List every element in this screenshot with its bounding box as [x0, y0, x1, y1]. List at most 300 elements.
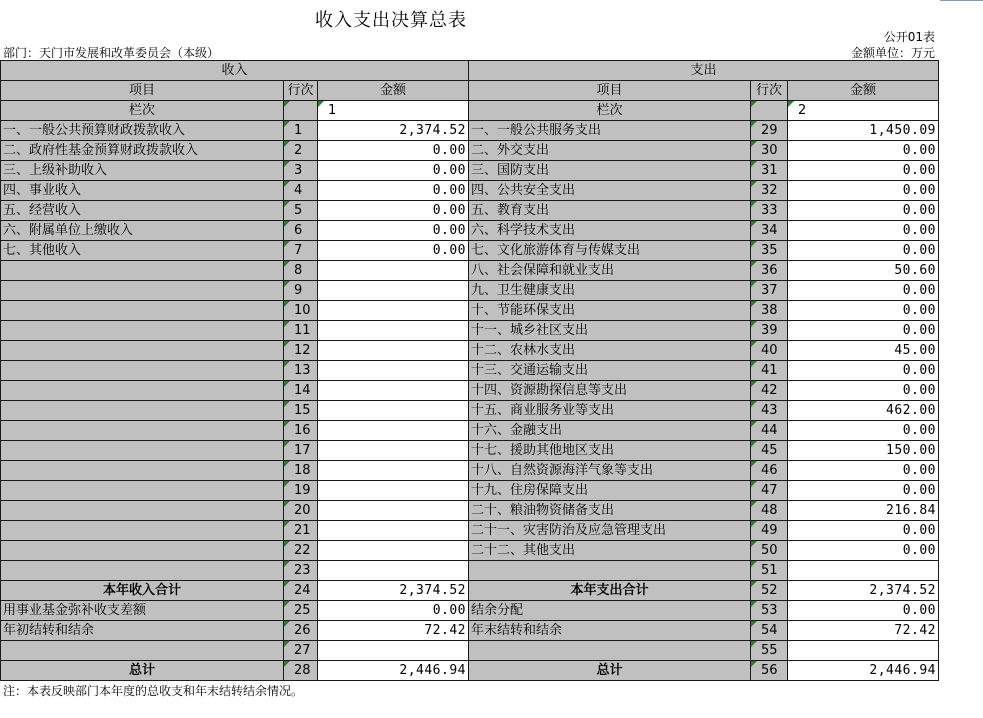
income-line-cell: [284, 661, 318, 681]
cell-marker: [284, 461, 290, 467]
income-line-cell-value: 17: [294, 443, 311, 458]
expense-item-cell: 结余分配: [469, 601, 751, 621]
income-line-cell-value: 12: [294, 343, 311, 358]
income-amount-cell: [318, 381, 469, 401]
income-item-cell: [1, 301, 284, 321]
expense-line-cell-value: 49: [761, 523, 778, 538]
income-line-cell: [284, 261, 318, 281]
expense-amount-cell: 0.00: [788, 141, 939, 161]
cell-marker: [751, 581, 757, 587]
expense-item-cell: 本年支出合计: [469, 581, 751, 601]
cell-marker: [751, 361, 757, 367]
footnote: 注：本表反映部门本年度的总收支和年末结转结余情况。: [3, 684, 304, 698]
income-line-cell: [284, 561, 318, 581]
income-amount-cell: [318, 321, 469, 341]
cell-marker: [751, 161, 757, 167]
income-item-cell: 四、事业收入: [1, 181, 284, 201]
cell-marker: [284, 541, 290, 547]
expense-col-blank: [751, 101, 788, 121]
expense-amount-cell: 0.00: [788, 241, 939, 261]
income-line-cell-value: 15: [294, 403, 311, 418]
section-header-row: [1, 61, 939, 81]
expense-item-cell: 十三、交通运输支出: [469, 361, 751, 381]
expense-line-cell-value: 46: [761, 463, 778, 478]
expense-line-cell: [751, 641, 788, 661]
cell-marker: [284, 301, 290, 307]
income-line-cell-value: 19: [294, 483, 311, 498]
table-row: [1, 341, 939, 361]
income-amount-cell: [318, 401, 469, 421]
cell-marker: [751, 421, 757, 427]
expense-line-cell: [751, 281, 788, 301]
table-row: [1, 481, 939, 501]
income-item-cell: [1, 401, 284, 421]
expense-item-cell: 七、文化旅游体育与传媒支出: [469, 241, 751, 261]
cell-marker: [284, 481, 290, 487]
income-item-cell: [1, 321, 284, 341]
expense-item-cell: [469, 641, 751, 661]
expense-line-cell: [751, 201, 788, 221]
expense-line-cell-value: 54: [761, 623, 778, 638]
expense-line-cell-value: 30: [761, 143, 778, 158]
income-line-cell-value: 1: [294, 123, 303, 138]
cell-marker: [284, 161, 290, 167]
expense-col-label: 栏次: [469, 101, 751, 121]
cell-marker: [751, 541, 757, 547]
expense-line-cell-value: 37: [761, 283, 778, 298]
cell-marker: [284, 601, 290, 607]
table-row: [1, 641, 939, 661]
income-col-index: [318, 101, 469, 121]
income-amount-header: 金额: [318, 81, 469, 101]
table-row: [1, 321, 939, 341]
expense-amount-cell: 0.00: [788, 361, 939, 381]
expense-amount-cell: 0.00: [788, 201, 939, 221]
income-line-cell-value: 14: [294, 383, 311, 398]
table-row: [1, 381, 939, 401]
expense-line-cell-value: 55: [761, 643, 778, 658]
income-line-cell-value: 10: [294, 303, 311, 318]
column-header-row: [1, 81, 939, 101]
expense-line-cell-value: 35: [761, 243, 778, 258]
expense-line-cell: [751, 321, 788, 341]
income-line-cell: [284, 321, 318, 341]
expense-line-cell: [751, 261, 788, 281]
income-amount-cell: 72.42: [318, 621, 469, 641]
expense-item-cell: 六、科学技术支出: [469, 221, 751, 241]
expense-item-cell: 九、卫生健康支出: [469, 281, 751, 301]
expense-amount-cell: 216.84: [788, 501, 939, 521]
income-col-label: 栏次: [1, 101, 284, 121]
department-label: 部门：天门市发展和改革委员会（本级）: [3, 46, 220, 60]
expense-amount-cell: 150.00: [788, 441, 939, 461]
income-item-cell: [1, 381, 284, 401]
table-row: [1, 541, 939, 561]
income-line-cell: [284, 581, 318, 601]
income-item-cell: [1, 541, 284, 561]
expense-amount-cell: 0.00: [788, 601, 939, 621]
expense-amount-cell: 72.42: [788, 621, 939, 641]
income-line-cell: [284, 481, 318, 501]
table-row: [1, 181, 939, 201]
expense-line-cell-value: 36: [761, 263, 778, 278]
income-item-cell: [1, 461, 284, 481]
expense-line-cell: [751, 521, 788, 541]
table-row: [1, 261, 939, 281]
expense-line-cell-value: 56: [761, 663, 778, 678]
cell-marker: [284, 401, 290, 407]
table-row: [1, 141, 939, 161]
expense-amount-cell: 0.00: [788, 281, 939, 301]
table-row: [1, 121, 939, 141]
expense-line-cell-value: 43: [761, 403, 778, 418]
expense-amount-cell: 50.60: [788, 261, 939, 281]
cell-marker: [284, 561, 290, 567]
income-line-cell-value: 21: [294, 523, 311, 538]
expense-amount-cell: 0.00: [788, 321, 939, 341]
income-line-cell: [284, 221, 318, 241]
expense-amount-cell: 1,450.09: [788, 121, 939, 141]
expense-line-cell: [751, 301, 788, 321]
income-line-cell: [284, 421, 318, 441]
cell-marker: [284, 621, 290, 627]
expense-line-cell-value: 51: [761, 563, 778, 578]
income-line-header: 行次: [284, 81, 318, 101]
cell-marker: [751, 521, 757, 527]
expense-line-cell-value: 42: [761, 383, 778, 398]
expense-item-cell: 五、教育支出: [469, 201, 751, 221]
income-item-cell: 年初结转和结余: [1, 621, 284, 641]
expense-line-cell: [751, 601, 788, 621]
income-line-cell-value: 11: [294, 323, 311, 338]
expense-line-cell: [751, 621, 788, 641]
income-amount-cell: [318, 461, 469, 481]
cell-marker: [751, 241, 757, 247]
expense-col-index-value: 2: [798, 103, 807, 118]
income-item-cell: 三、上级补助收入: [1, 161, 284, 181]
income-amount-cell: [318, 541, 469, 561]
table-row: [1, 661, 939, 681]
income-line-cell-value: 27: [294, 643, 311, 658]
income-line-cell-value: 8: [294, 263, 303, 278]
expense-line-cell: [751, 161, 788, 181]
income-item-cell: 总计: [1, 661, 284, 681]
expense-amount-cell: 2,374.52: [788, 581, 939, 601]
expense-line-cell-value: 52: [761, 583, 778, 598]
expense-line-cell-value: 53: [761, 603, 778, 618]
cell-marker: [751, 461, 757, 467]
form-number: 公开01表: [883, 30, 935, 44]
cell-marker: [751, 181, 757, 187]
expense-amount-cell: 0.00: [788, 181, 939, 201]
cell-marker: [751, 341, 757, 347]
expense-amount-cell: [788, 641, 939, 661]
expense-item-cell: 总计: [469, 661, 751, 681]
income-item-cell: [1, 521, 284, 541]
cell-marker: [751, 121, 757, 127]
table-row: [1, 361, 939, 381]
income-amount-cell: [318, 341, 469, 361]
expense-amount-cell: 0.00: [788, 481, 939, 501]
income-line-cell: [284, 401, 318, 421]
cell-marker: [284, 421, 290, 427]
cell-marker: [751, 101, 757, 107]
expense-amount-cell: 0.00: [788, 521, 939, 541]
expense-item-cell: 二十、粮油物资储备支出: [469, 501, 751, 521]
cell-marker: [788, 101, 794, 107]
table-row: [1, 521, 939, 541]
cell-marker: [751, 301, 757, 307]
table-row: [1, 421, 939, 441]
income-line-cell: [284, 621, 318, 641]
income-item-cell: 二、政府性基金预算财政拨款收入: [1, 141, 284, 161]
expense-line-cell-value: 44: [761, 423, 778, 438]
expense-line-cell: [751, 501, 788, 521]
income-item-cell: 用事业基金弥补收支差额: [1, 601, 284, 621]
expense-item-cell: 年末结转和结余: [469, 621, 751, 641]
cell-marker: [751, 141, 757, 147]
expense-line-cell: [751, 361, 788, 381]
table-row: [1, 561, 939, 581]
expense-line-cell: [751, 481, 788, 501]
expense-item-cell: 八、社会保障和就业支出: [469, 261, 751, 281]
expense-amount-cell: 0.00: [788, 421, 939, 441]
income-amount-cell: 0.00: [318, 221, 469, 241]
income-item-cell: [1, 501, 284, 521]
table-row: [1, 461, 939, 481]
expense-line-cell-value: 47: [761, 483, 778, 498]
cell-marker: [751, 221, 757, 227]
cell-marker: [318, 101, 324, 107]
cell-marker: [284, 261, 290, 267]
expense-amount-cell: 0.00: [788, 221, 939, 241]
income-line-cell: [284, 601, 318, 621]
income-line-cell-value: 6: [294, 223, 303, 238]
income-amount-cell: [318, 441, 469, 461]
income-item-cell: [1, 561, 284, 581]
cell-marker: [751, 381, 757, 387]
income-line-cell-value: 24: [294, 583, 311, 598]
expense-line-cell: [751, 181, 788, 201]
income-item-cell: 一、一般公共预算财政拨款收入: [1, 121, 284, 141]
expense-amount-cell: 462.00: [788, 401, 939, 421]
income-amount-cell: [318, 361, 469, 381]
column-index-row: [1, 101, 939, 121]
expense-section-header: 支出: [469, 61, 939, 81]
table-row: [1, 441, 939, 461]
table-row: [1, 281, 939, 301]
income-line-cell: [284, 121, 318, 141]
cell-marker: [284, 641, 290, 647]
income-item-cell: [1, 261, 284, 281]
expense-line-cell-value: 39: [761, 323, 778, 338]
table-row: [1, 581, 939, 601]
expense-col-index: [788, 101, 939, 121]
expense-item-header: 项目: [469, 81, 751, 101]
income-amount-cell: 0.00: [318, 181, 469, 201]
expense-line-cell: [751, 541, 788, 561]
income-line-cell: [284, 541, 318, 561]
income-amount-cell: 0.00: [318, 141, 469, 161]
income-amount-cell: 2,374.52: [318, 121, 469, 141]
income-line-cell-value: 25: [294, 603, 311, 618]
expense-line-cell: [751, 341, 788, 361]
cell-marker: [284, 381, 290, 387]
expense-line-header: 行次: [751, 81, 788, 101]
income-line-cell-value: 13: [294, 363, 311, 378]
expense-item-cell: 十八、自然资源海洋气象等支出: [469, 461, 751, 481]
cell-marker: [751, 201, 757, 207]
expense-line-cell-value: 29: [761, 123, 778, 138]
income-item-cell: [1, 281, 284, 301]
expense-amount-cell: 0.00: [788, 461, 939, 481]
income-line-cell-value: 22: [294, 543, 311, 558]
expense-amount-cell: [788, 561, 939, 581]
income-line-cell-value: 23: [294, 563, 311, 578]
expense-line-cell-value: 41: [761, 363, 778, 378]
income-amount-cell: 0.00: [318, 161, 469, 181]
income-amount-cell: [318, 301, 469, 321]
expense-line-cell: [751, 561, 788, 581]
income-item-cell: [1, 441, 284, 461]
income-item-header: 项目: [1, 81, 284, 101]
expense-line-cell: [751, 581, 788, 601]
table-row: [1, 301, 939, 321]
income-amount-cell: [318, 421, 469, 441]
income-line-cell-value: 16: [294, 423, 311, 438]
income-line-cell: [284, 201, 318, 221]
income-line-cell: [284, 441, 318, 461]
income-line-cell-value: 2: [294, 143, 303, 158]
table-row: [1, 401, 939, 421]
expense-line-cell-value: 40: [761, 343, 778, 358]
income-line-cell: [284, 501, 318, 521]
expense-line-cell: [751, 421, 788, 441]
income-line-cell-value: 28: [294, 663, 311, 678]
expense-line-cell-value: 45: [761, 443, 778, 458]
cell-marker: [284, 581, 290, 587]
expense-item-cell: 二、外交支出: [469, 141, 751, 161]
income-expense-table: [0, 60, 939, 681]
income-item-cell: 五、经营收入: [1, 201, 284, 221]
table-row: [1, 201, 939, 221]
income-line-cell-value: 5: [294, 203, 303, 218]
cell-marker: [284, 441, 290, 447]
table-row: [1, 221, 939, 241]
income-item-cell: [1, 481, 284, 501]
income-line-cell: [284, 281, 318, 301]
income-line-cell: [284, 161, 318, 181]
expense-item-cell: 十、节能环保支出: [469, 301, 751, 321]
cell-marker: [284, 321, 290, 327]
table-row: [1, 161, 939, 181]
income-item-cell: [1, 641, 284, 661]
cell-marker: [284, 661, 290, 667]
income-item-cell: 七、其他收入: [1, 241, 284, 261]
income-amount-cell: [318, 501, 469, 521]
income-line-cell: [284, 181, 318, 201]
cell-marker: [284, 241, 290, 247]
cell-marker: [751, 621, 757, 627]
income-line-cell: [284, 141, 318, 161]
income-item-cell: 六、附属单位上缴收入: [1, 221, 284, 241]
expense-item-cell: 十五、商业服务业等支出: [469, 401, 751, 421]
expense-line-cell: [751, 241, 788, 261]
income-amount-cell: [318, 261, 469, 281]
expense-amount-header: 金额: [788, 81, 939, 101]
income-amount-cell: [318, 281, 469, 301]
expense-item-cell: 十六、金融支出: [469, 421, 751, 441]
cell-marker: [751, 661, 757, 667]
income-amount-cell: 2,374.52: [318, 581, 469, 601]
expense-item-cell: 一、一般公共服务支出: [469, 121, 751, 141]
income-col-blank: [284, 101, 318, 121]
expense-line-cell-value: 48: [761, 503, 778, 518]
expense-amount-cell: 0.00: [788, 301, 939, 321]
expense-line-cell: [751, 461, 788, 481]
expense-line-cell: [751, 441, 788, 461]
expense-amount-cell: 0.00: [788, 541, 939, 561]
cell-marker: [751, 261, 757, 267]
income-amount-cell: [318, 561, 469, 581]
income-amount-cell: 2,446.94: [318, 661, 469, 681]
cell-marker: [284, 341, 290, 347]
table-row: [1, 621, 939, 641]
cell-marker: [751, 281, 757, 287]
expense-line-cell-value: 32: [761, 183, 778, 198]
expense-amount-cell: 2,446.94: [788, 661, 939, 681]
expense-line-cell: [751, 141, 788, 161]
income-line-cell: [284, 301, 318, 321]
income-col-index-value: 1: [328, 103, 337, 118]
income-amount-cell: [318, 481, 469, 501]
cell-marker: [751, 601, 757, 607]
expense-item-cell: 十二、农林水支出: [469, 341, 751, 361]
amount-unit-label: 金额单位：万元: [850, 46, 935, 60]
income-amount-cell: [318, 641, 469, 661]
income-line-cell: [284, 361, 318, 381]
cell-marker: [284, 501, 290, 507]
cell-marker: [751, 561, 757, 567]
income-line-cell: [284, 641, 318, 661]
income-item-cell: [1, 421, 284, 441]
table-row: [1, 241, 939, 261]
expense-line-cell-value: 31: [761, 163, 778, 178]
expense-item-cell: 十四、资源勘探信息等支出: [469, 381, 751, 401]
report-title: 收入支出决算总表: [315, 10, 467, 31]
expense-line-cell: [751, 121, 788, 141]
cell-marker: [284, 201, 290, 207]
income-item-cell: [1, 361, 284, 381]
income-line-cell-value: 3: [294, 163, 303, 178]
expense-item-cell: 十九、住房保障支出: [469, 481, 751, 501]
expense-line-cell-value: 33: [761, 203, 778, 218]
income-line-cell-value: 4: [294, 183, 303, 198]
cell-marker: [284, 221, 290, 227]
income-line-cell: [284, 381, 318, 401]
cell-marker: [751, 321, 757, 327]
expense-item-cell: 十一、城乡社区支出: [469, 321, 751, 341]
income-item-cell: 本年收入合计: [1, 581, 284, 601]
expense-item-cell: [469, 561, 751, 581]
cell-marker: [751, 481, 757, 487]
cell-marker: [751, 501, 757, 507]
income-line-cell: [284, 461, 318, 481]
expense-amount-cell: 0.00: [788, 381, 939, 401]
expense-item-cell: 二十二、其他支出: [469, 541, 751, 561]
income-amount-cell: 0.00: [318, 601, 469, 621]
expense-line-cell: [751, 381, 788, 401]
